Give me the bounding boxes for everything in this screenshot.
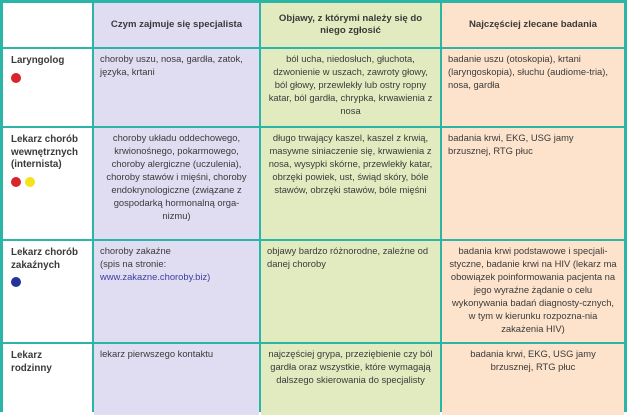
red-dot-icon bbox=[11, 177, 21, 187]
doctor-name: Laryngolog bbox=[11, 55, 65, 66]
header-specialty: Czym zajmuje się specjalista bbox=[94, 3, 259, 47]
specialty-cell: choroby uszu, nosa, gardła, zatok, języka, krtani bbox=[94, 49, 259, 126]
specialty-note: (spis na stronie: bbox=[100, 258, 167, 269]
tests-cell: badanie uszu (otoskopia), krtani (laryngoskopia), słuchu (audiome-tria), nosa, gardła bbox=[442, 49, 624, 126]
specialty-text: choroby zakaźne bbox=[100, 245, 171, 256]
symptoms-cell: objawy bardzo różnorodne, zależne od danej choroby bbox=[261, 241, 440, 342]
row-label-zakazne bbox=[3, 241, 92, 342]
header-symptoms: Objawy, z którymi należy się do niego zgłosić bbox=[261, 3, 440, 47]
red-dot-icon bbox=[11, 73, 21, 83]
doctor-name: Lekarz chorób zakaźnych bbox=[11, 247, 78, 271]
dot-markers bbox=[11, 177, 84, 187]
yellow-dot-icon bbox=[25, 177, 35, 187]
header-tests: Najczęściej zlecane badania bbox=[442, 3, 624, 47]
dot-markers bbox=[11, 73, 84, 83]
symptoms-cell: długo trwający kaszel, kaszel z krwią, masywne siniaczenie się, krwawienia z nosa, wysypki skórne, przewlekły katar, obrzęki powiek, ust, świąd skóry, bóle stawów, obrzęki stawów, bóle mięśni bbox=[261, 128, 440, 239]
specialty-cell: choroby układu oddechowego, krwionośnego, pokarmowego, choroby alergiczne (uczulenia), choroby stawów i mięśni, choroby endokrynologiczne (związane z gospodarką hormonalną orga-nizmu) bbox=[94, 128, 259, 239]
row-label-rodzinny bbox=[3, 344, 92, 415]
tests-cell: badania krwi podstawowe i specjali-styczne, badanie krwi na HIV (lekarz ma obowiązek poinformowania pacjenta na jego wyraźne żądanie o celu wykonywania badań diagnosty-cznych, w tym w kierunku rozpozna-nia zakażenia HIV) bbox=[442, 241, 624, 342]
tests-cell: badania krwi, EKG, USG jamy brzusznej, RTG płuc bbox=[442, 344, 624, 415]
specialty-cell: lekarz pierwszego kontaktu bbox=[94, 344, 259, 415]
symptoms-cell: najczęściej grypa, przeziębienie czy ból gardła oraz wszystkie, które wymagają dalszego skierowania do specjalisty bbox=[261, 344, 440, 415]
blue-dot-icon bbox=[11, 277, 21, 287]
row-label-laryngolog bbox=[3, 49, 92, 126]
specialty-link[interactable]: www.zakazne.choroby.biz) bbox=[100, 271, 211, 282]
header-empty-cell bbox=[3, 3, 92, 47]
row-label-internista bbox=[3, 128, 92, 239]
dot-markers bbox=[11, 277, 84, 287]
tests-cell: badania krwi, EKG, USG jamy brzusznej, RTG płuc bbox=[442, 128, 624, 239]
doctor-name: Lekarz chorób wewnętrznych (internista) bbox=[11, 134, 78, 170]
doctor-name: Lekarz rodzinny bbox=[11, 350, 52, 374]
specialty-cell bbox=[94, 241, 259, 342]
symptoms-cell: ból ucha, niedosłuch, głuchota, dzwonienie w uszach, zawroty głowy, ból głowy, przewlekły lub ostry ropny katar, ból gardła, chrypka, krwawienia z nosa bbox=[261, 49, 440, 126]
specialists-table bbox=[3, 3, 624, 409]
